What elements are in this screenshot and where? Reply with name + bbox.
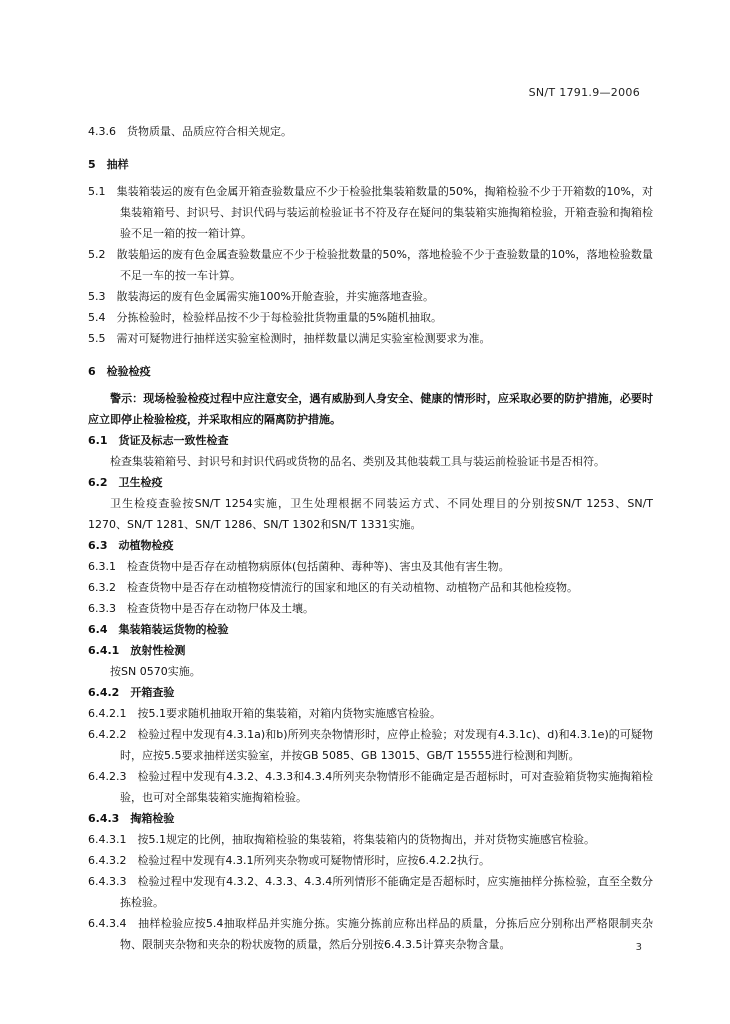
clause-6-4-2-heading: 6.4.2 开箱查验 — [88, 686, 175, 699]
clause-6-4-3-3: 6.4.3.3 检验过程中发现有4.3.2、4.3.3、4.3.4所列情形不能确定是否超标时，应实施抽样分拣检验，直至全数分拣检验。 — [88, 875, 653, 909]
clause-6-4-heading: 6.4 集装箱装运货物的检验 — [88, 623, 229, 636]
clause-5-5: 5.5 需对可疑物进行抽样送实验室检测时，抽样数量以满足实验室检测要求为准。 — [88, 332, 491, 345]
document-body — [88, 121, 653, 955]
page-number: 3 — [635, 942, 642, 953]
clause-6-3-3: 6.3.3 检查货物中是否存在动物尸体及土壤。 — [88, 602, 314, 615]
clause-6-4-3-heading: 6.4.3 掏箱检验 — [88, 812, 175, 825]
clause-6-1-text: 检查集装箱箱号、封识号和封识代码或货物的品名、类别及其他装载工具与装运前检验证书是否相符。 — [110, 455, 605, 468]
clause-6-3-heading: 6.3 动植物检疫 — [88, 539, 174, 552]
clause-6-4-1-heading: 6.4.1 放射性检测 — [88, 644, 186, 657]
clause-6-4-1-text: 按SN 0570实施。 — [110, 665, 201, 678]
clause-4-3-6: 4.3.6 货物质量、品质应符合相关规定。 — [88, 125, 292, 138]
clause-6-3-1: 6.3.1 检查货物中是否存在动植物病原体(包括菌种、毒种等)、害虫及其他有害生物。 — [88, 560, 510, 573]
clause-6-4-2-2: 6.4.2.2 检验过程中发现有4.3.1a)和b)所列夹杂物情形时，应停止检验；对发现有4.3.1c)、d)和4.3.1e)的可疑物时，应按5.5要求抽样送实验室，并按GB 5085、GB 13015、GB/T 15555进行检测和判断。 — [88, 728, 653, 762]
section-5-heading: 5 抽样 — [88, 158, 129, 171]
clause-5-1: 5.1 集装箱装运的废有色金属开箱查验数量应不少于检验批集装箱数量的50%，掏箱检验不少于开箱数的10%，对集装箱箱号、封识号、封识代码与装运前检验证书不符及存在疑问的集装箱实施掏箱检验，开箱查验和掏箱检验不足一箱的按一箱计算。 — [88, 185, 653, 240]
clause-6-1-heading: 6.1 货证及标志一致性检查 — [88, 434, 229, 447]
clause-5-3: 5.3 散装海运的废有色金属需实施100%开舱查验，并实施落地查验。 — [88, 290, 434, 303]
clause-5-2: 5.2 散装船运的废有色金属查验数量应不少于检验批数量的50%，落地检验不少于查验数量的10%，落地检验数量不足一车的按一车计算。 — [88, 248, 653, 282]
clause-6-4-3-2: 6.4.3.2 检验过程中发现有4.3.1所列夹杂物或可疑物情形时，应按6.4.2.2执行。 — [88, 854, 490, 867]
standard-code: SN/T 1791.9—2006 — [528, 86, 640, 99]
clause-6-3-2: 6.3.2 检查货物中是否存在动植物疫情流行的国家和地区的有关动植物、动植物产品和其他检疫物。 — [88, 581, 578, 594]
safety-warning: 警示：现场检验检疫过程中应注意安全，遇有威胁到人身安全、健康的情形时，应采取必要的防护措施，必要时应立即停止检验检疫，并采取相应的隔离防护措施。 — [88, 392, 653, 426]
clause-6-4-2-3: 6.4.2.3 检验过程中发现有4.3.2、4.3.3和4.3.4所列夹杂物情形不能确定是否超标时，可对查验箱货物实施掏箱检验，也可对全部集装箱实施掏箱检验。 — [88, 770, 653, 804]
clause-6-2-heading: 6.2 卫生检疫 — [88, 476, 163, 489]
clause-6-4-3-4: 6.4.3.4 抽样检验应按5.4抽取样品并实施分拣。实施分拣前应称出样品的质量，分拣后应分别称出严格限制夹杂物、限制夹杂物和夹杂的粉状废物的质量，然后分别按6.4.3.5计算夹杂物含量。 — [88, 917, 653, 951]
section-6-heading: 6 检验检疫 — [88, 365, 151, 378]
clause-5-4: 5.4 分拣检验时，检验样品按不少于每检验批货物重量的5%随机抽取。 — [88, 311, 442, 324]
clause-6-4-3-1: 6.4.3.1 按5.1规定的比例，抽取掏箱检验的集装箱，将集装箱内的货物掏出，并对货物实施感官检验。 — [88, 833, 595, 846]
clause-6-4-2-1: 6.4.2.1 按5.1要求随机抽取开箱的集装箱，对箱内货物实施感官检验。 — [88, 707, 441, 720]
clause-6-2-text: 卫生检疫查验按SN/T 1254实施，卫生处理根据不同装运方式、不同处理目的分别按SN/T 1253、SN/T 1270、SN/T 1281、SN/T 1286、SN/T 1302和SN/T 1331实施。 — [88, 497, 653, 531]
